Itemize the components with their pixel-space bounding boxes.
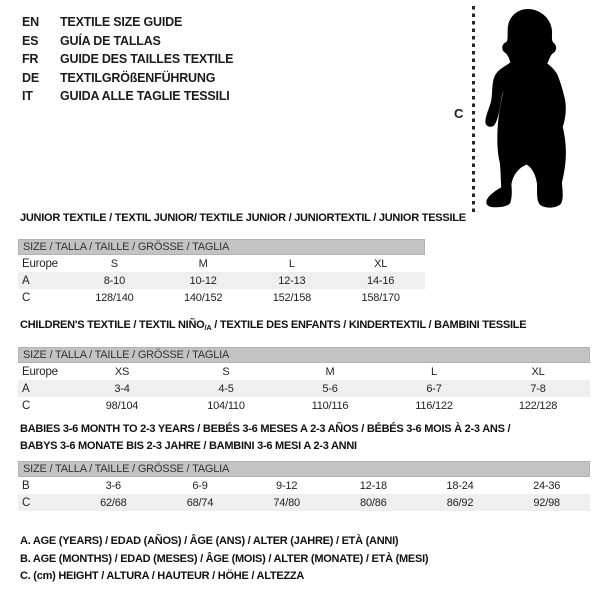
footnote-height: C. (cm) HEIGHT / ALTURA / HAUTEUR / HÖHE / ALTEZZA — [20, 570, 305, 582]
size-cell: XS — [114, 365, 130, 378]
age-cell: 8-10 — [103, 274, 125, 287]
row-label: C — [22, 399, 31, 412]
lang-title: TEXTILE SIZE GUIDE — [60, 15, 183, 30]
babies-title-line1: BABIES 3-6 MONTH TO 2-3 YEARS / BEBÉS 3-6 MESES A 2-3 AÑOS / BÉBÉS 3-6 MOIS À 2-3 ANS / — [20, 423, 511, 435]
lang-title: GUÍA DE TALLAS — [60, 33, 161, 48]
height-cell: 152/158 — [272, 291, 312, 304]
height-cell: 104/110 — [207, 399, 245, 412]
lang-code: DE — [22, 70, 39, 85]
lang-title: GUIDA ALLE TAGLIE TESSILI — [60, 89, 230, 104]
children-title-sub: /A — [204, 323, 212, 332]
table-row-age — [18, 380, 590, 397]
size-cell: L — [288, 257, 295, 270]
row-label: C — [22, 496, 31, 509]
age-cell: 6-7 — [426, 382, 442, 395]
table-row-height — [18, 397, 590, 414]
height-cell: 158/170 — [361, 291, 400, 304]
age-cell: 14-16 — [367, 274, 395, 287]
months-cell: 3-6 — [105, 479, 121, 492]
lang-row-fr — [22, 50, 233, 69]
size-cell: M — [198, 257, 208, 270]
months-cell: 12-18 — [359, 479, 387, 492]
footnote-age-months: B. AGE (MONTHS) / EDAD (MESES) / ÂGE (MOIS) / ALTER (MONATE) / ETÀ (MESI) — [20, 552, 429, 565]
lang-code: FR — [22, 52, 39, 67]
height-measure-line — [472, 6, 475, 216]
children-table-title — [20, 319, 526, 332]
babies-table — [18, 461, 590, 511]
row-label: A — [22, 274, 30, 287]
table-row-months — [18, 477, 590, 494]
height-cell: 68/74 — [186, 496, 214, 509]
junior-table-title: JUNIOR TEXTILE / TEXTIL JUNIOR/ TEXTILE JUNIOR / JUNIORTEXTIL / JUNIOR TESSILE — [20, 212, 466, 224]
size-header-bar: SIZE / TALLA / TAILLE / GRÖSSE / TAGLIA — [18, 461, 590, 477]
babies-title-line2: BABYS 3-6 MONATE BIS 2-3 JAHRE / BAMBINI 3-6 MESI A 2-3 ANNI — [20, 439, 357, 452]
children-title-post: / TEXTILE DES ENFANTS / KINDERTEXTIL / BAMBINI TESSILE — [211, 319, 527, 331]
babies-table-title — [20, 421, 580, 454]
lang-title: GUIDE DES TAILLES TEXTILE — [60, 52, 234, 67]
age-cell: 5-6 — [322, 382, 338, 395]
height-cell: 116/122 — [415, 399, 453, 412]
lang-code: IT — [22, 89, 33, 104]
row-label: C — [22, 291, 31, 304]
table-row-europe — [18, 363, 590, 380]
lang-row-en — [22, 13, 233, 32]
height-cell: 128/140 — [95, 291, 134, 304]
months-cell: 6-9 — [192, 479, 208, 492]
height-cell: 80/86 — [360, 496, 387, 509]
legend-footnotes — [20, 533, 428, 586]
size-cell: S — [110, 257, 118, 270]
age-cell: 3-4 — [114, 382, 130, 395]
lang-row-de — [22, 69, 233, 88]
size-cell: S — [222, 365, 230, 378]
children-table — [18, 347, 590, 414]
table-row-age — [18, 272, 425, 289]
row-label: B — [22, 479, 30, 492]
junior-table — [18, 239, 425, 306]
months-cell: 18-24 — [446, 479, 474, 492]
baby-silhouette-icon — [480, 6, 580, 214]
row-label: Europe — [22, 365, 58, 378]
footnote-age-years: A. AGE (YEARS) / EDAD (AÑOS) / ÂGE (ANS) / ALTER (JAHRE) / ETÀ (ANNI) — [20, 535, 399, 547]
size-header-bar: SIZE / TALLA / TAILLE / GRÖSSE / TAGLIA — [18, 239, 425, 255]
lang-title: TEXTILGRÖßENFÜHRUNG — [60, 70, 216, 85]
height-cell: 74/80 — [273, 496, 300, 509]
months-cell: 24-36 — [533, 479, 561, 492]
row-label: Europe — [22, 257, 58, 270]
height-cell: 110/116 — [311, 399, 349, 412]
height-measure-label: C — [454, 106, 464, 121]
size-cell: XL — [374, 257, 388, 270]
lang-code: ES — [22, 33, 39, 48]
language-header — [22, 13, 233, 106]
table-row-height — [18, 289, 425, 306]
size-cell: L — [431, 365, 437, 378]
children-title-pre: CHILDREN'S TEXTILE / TEXTIL NIÑO — [20, 319, 205, 331]
lang-row-es — [22, 32, 233, 51]
height-cell: 98/104 — [105, 399, 139, 412]
table-row-height — [18, 494, 590, 511]
size-cell: M — [325, 365, 335, 378]
age-cell: 10-12 — [189, 274, 217, 287]
table-row-europe — [18, 255, 425, 272]
months-cell: 9-12 — [276, 479, 298, 492]
height-cell: 62/68 — [100, 496, 127, 509]
size-header-bar: SIZE / TALLA / TAILLE / GRÖSSE / TAGLIA — [18, 347, 590, 363]
row-label: A — [22, 382, 30, 395]
lang-row-it — [22, 87, 233, 106]
age-cell: 4-5 — [218, 382, 234, 395]
lang-code: EN — [22, 15, 39, 30]
size-cell: XL — [531, 365, 545, 378]
age-cell: 7-8 — [530, 382, 546, 395]
height-cell: 92/98 — [533, 496, 560, 509]
height-cell: 122/128 — [518, 399, 558, 412]
height-cell: 140/152 — [183, 291, 223, 304]
height-cell: 86/92 — [446, 496, 474, 509]
age-cell: 12-13 — [278, 274, 306, 287]
